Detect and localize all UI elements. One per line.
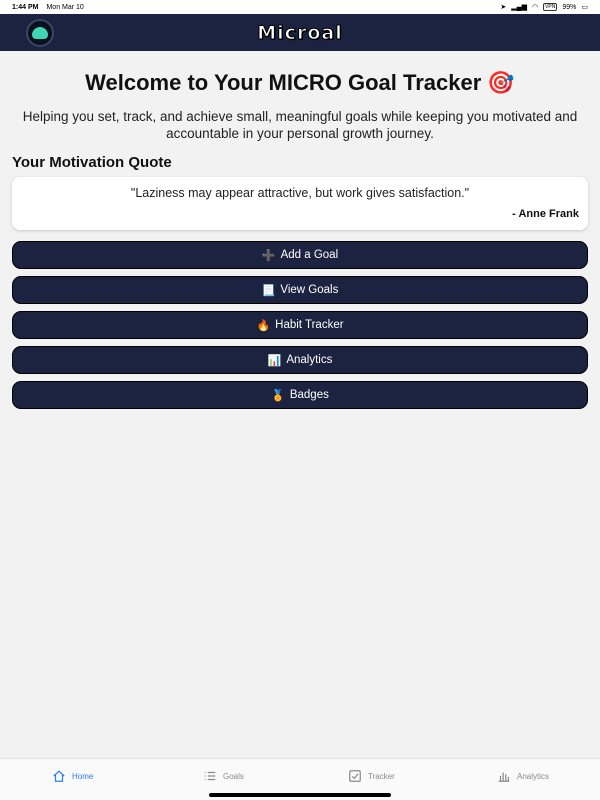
signal-icon: ▂▄▆ [511, 4, 527, 11]
list-icon [203, 769, 217, 783]
status-bar [0, 0, 600, 14]
view-goals-button[interactable] [12, 276, 588, 304]
quote-section-title: Your Motivation Quote [12, 154, 172, 171]
tab-tracker[interactable] [348, 769, 395, 783]
tab-tracker-label: Tracker [368, 771, 395, 781]
quote-card [12, 177, 588, 230]
bar-chart-icon: 📊 [267, 354, 282, 367]
location-icon: ➤ [500, 4, 507, 11]
quote-author: - Anne Frank [512, 208, 579, 220]
checkbox-icon [348, 769, 362, 783]
quote-text: "Laziness may appear attractive, but work gives satisfaction." [130, 186, 470, 200]
analytics-button[interactable] [12, 346, 588, 374]
add-goal-label: Add a Goal [280, 249, 339, 261]
habit-tracker-button[interactable] [12, 311, 588, 339]
battery-percent: 99% [562, 3, 577, 11]
fire-icon: 🔥 [256, 319, 271, 332]
app-title: Microal [257, 21, 343, 44]
page-title [0, 70, 600, 96]
add-goal-button[interactable] [12, 241, 588, 269]
tab-goals[interactable] [203, 769, 244, 783]
page-subtitle: Helping you set, track, and achieve small, meaningful goals while keeping you motivated and accountable in your personal growth journey. [22, 109, 578, 141]
home-icon [52, 769, 66, 783]
app-header [0, 14, 600, 51]
tab-goals-label: Goals [223, 771, 244, 781]
wifi-icon: ◠ [531, 4, 539, 11]
tab-analytics[interactable] [497, 769, 549, 783]
plus-icon: ➕ [261, 249, 276, 262]
page-icon: 📃 [261, 284, 276, 297]
bar-chart-icon [497, 769, 511, 783]
vpn-badge: VPN [545, 4, 556, 10]
tab-home-label: Home [72, 771, 94, 781]
battery-icon: ▭ [581, 4, 588, 11]
medal-icon: 🏅 [271, 389, 285, 402]
logo-icon [32, 27, 48, 39]
status-indicators [500, 3, 588, 11]
badges-button[interactable] [12, 381, 588, 409]
analytics-label: Analytics [286, 354, 333, 366]
habit-tracker-label: Habit Tracker [275, 319, 344, 331]
tab-analytics-label: Analytics [517, 771, 550, 781]
target-icon: 🎯 [487, 70, 515, 95]
status-time: 1:44 PM [12, 3, 39, 11]
tab-home[interactable] [52, 769, 93, 783]
view-goals-label: View Goals [280, 284, 339, 296]
app-logo[interactable] [26, 19, 54, 47]
badges-label: Badges [289, 389, 329, 401]
home-indicator [209, 793, 391, 797]
page-title-text: Welcome to Your MICRO Goal Tracker [85, 70, 482, 95]
status-date: Mon Mar 10 [46, 3, 84, 11]
